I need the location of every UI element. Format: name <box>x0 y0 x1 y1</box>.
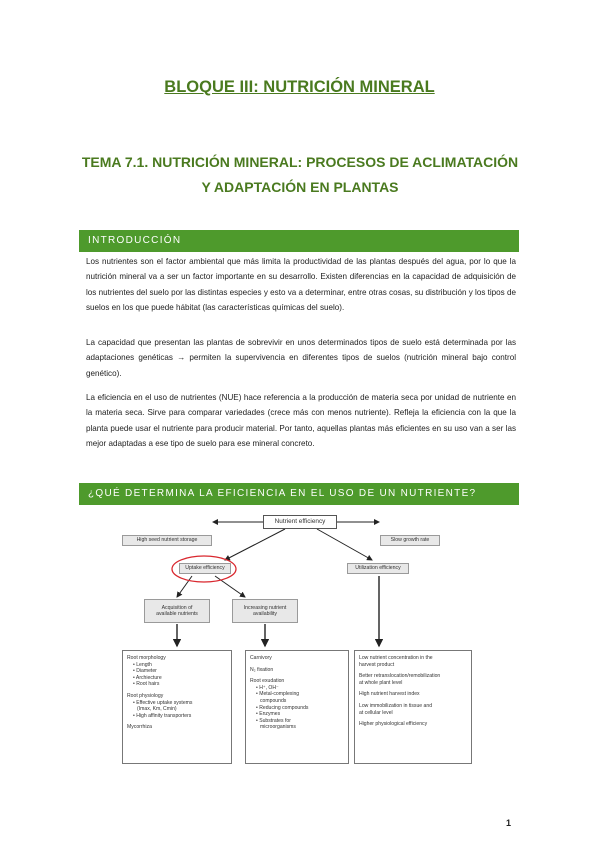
length-item: • Length <box>133 661 152 668</box>
paragraph-2: La capacidad que presentan las plantas de sobrevivir en unos determinados tipos de suelo está determinada por las adaptaciones genéticas → permiten la supervivencia en diferentes tipos de suelos (nutrición mineral bajo control genético). <box>86 338 516 378</box>
acquisition-line1: Acquisition of <box>161 604 193 611</box>
topic-title-line1: TEMA 7.1. NUTRICIÓN MINERAL: PROCESOS DE ACLIMATACIÓN <box>81 154 519 170</box>
increasing-line1: Increasing nutrient <box>243 604 287 611</box>
paragraph-1: Los nutrientes son el factor ambiental que más limita la productividad de las plantas después del agua, por lo que la nutrición mineral va a ser un factor importante en su desarrollo. Existen diferencias en la capacidad de adquisición de los nutrientes del suelo por las distintas especies y esto va a determinar, entre otras cosas, su distribución y los tipos de suelos en los que puede hábitat (las características químicas del suelo). <box>86 257 516 313</box>
low-conc-line2: harvest product <box>359 661 395 668</box>
metal-complexing-cont: compounds <box>260 697 287 704</box>
mycorrhiza-label: Mycorrhiza <box>127 724 152 731</box>
arrow-to-utilization <box>317 529 372 560</box>
diameter-item: • Diameter <box>133 668 157 675</box>
topic-title <box>60 150 540 200</box>
high-seed-storage-box: High seed nutrient storage <box>122 535 212 546</box>
utilization-traits-box <box>354 650 472 764</box>
higher-phys-label: Higher physiological efficiency <box>359 721 428 728</box>
substrates-cont: microorganisms <box>260 724 296 731</box>
effective-uptake-params: (Imax, Km, Cmin) <box>137 706 177 713</box>
nutrient-efficiency-box: Nutrient efficiency <box>263 515 337 529</box>
arrow-to-uptake <box>225 529 285 560</box>
root-hairs-item: • Root hairs <box>133 681 160 688</box>
increasing-line2: availability <box>253 611 277 617</box>
root-exudation-label: Root exudation <box>250 678 285 685</box>
substrates-item: • Substrates for <box>256 717 291 724</box>
paragraph-3: La eficiencia en el uso de nutrientes (NUE) hace referencia a la producción de materia seca por unidad de nutriente en la materia seca. Sirve para comparar variedades (crece más con menos nutriente). Refleja la eficiencia con la que la planta puede usar el nutriente para producir material. Por tanto, aquellas plantas más eficientes en su uso van a ser las mejor adaptadas a ese tipo de suelo para ese mineral concreto. <box>86 393 516 449</box>
architecture-item: • Archiecture <box>133 674 162 681</box>
topic-title-line2: Y ADAPTACIÓN EN PLANTAS <box>201 179 399 195</box>
acquisition-line2: available nutrients <box>156 611 198 617</box>
availability-traits-box <box>245 650 349 764</box>
utilization-efficiency-box: Utilization efficiency <box>347 563 409 574</box>
arrow-to-increasing <box>215 576 245 597</box>
metal-complexing-item: • Metal-complexing <box>256 691 300 698</box>
increasing-availability-box <box>232 599 298 623</box>
enzymes-item: • Enzymes <box>256 711 281 718</box>
harvest-index-label: High nutrient harvest index <box>359 691 420 698</box>
root-physiology-label: Root physiology <box>127 692 164 699</box>
better-retrans-line1: Better retranslocation/remobilization <box>359 673 441 680</box>
root-morphology-label: Root morphology <box>127 655 166 661</box>
better-retrans-line2: at whole plant level <box>359 679 403 686</box>
effective-uptake-item: • Effective uptake systems <box>133 699 193 706</box>
document-title: BLOQUE III: NUTRICIÓN MINERAL <box>164 78 435 96</box>
carnivory-label: Carnivory <box>250 655 272 661</box>
section-heading-intro: INTRODUCCIÓN <box>79 230 519 252</box>
n2-fixation-label: N₂ fixation <box>250 666 274 673</box>
reducing-item: • Reducing compounds <box>256 704 309 711</box>
low-conc-line1: Low nutrient concentration in the <box>359 655 433 661</box>
acquisition-box <box>144 599 210 623</box>
section-heading-efficiency: ¿QUÉ DETERMINA LA EFICIENCIA EN EL USO DE UN NUTRIENTE? <box>79 483 519 505</box>
h-oh-item: • H⁺, OH⁻ <box>256 684 279 691</box>
root-traits-box <box>122 650 232 764</box>
nutrient-efficiency-diagram <box>117 510 478 770</box>
page-number: 1 <box>506 818 512 828</box>
low-immob-line1: Low immobilization in tissue and <box>359 702 433 709</box>
high-affinity-item: • High affinity transporters <box>133 712 192 719</box>
low-immob-line2: at cellular level <box>359 709 393 716</box>
slow-growth-box: Slow growth rate <box>380 535 440 546</box>
uptake-efficiency-box: Uptake efficiency <box>179 563 231 574</box>
